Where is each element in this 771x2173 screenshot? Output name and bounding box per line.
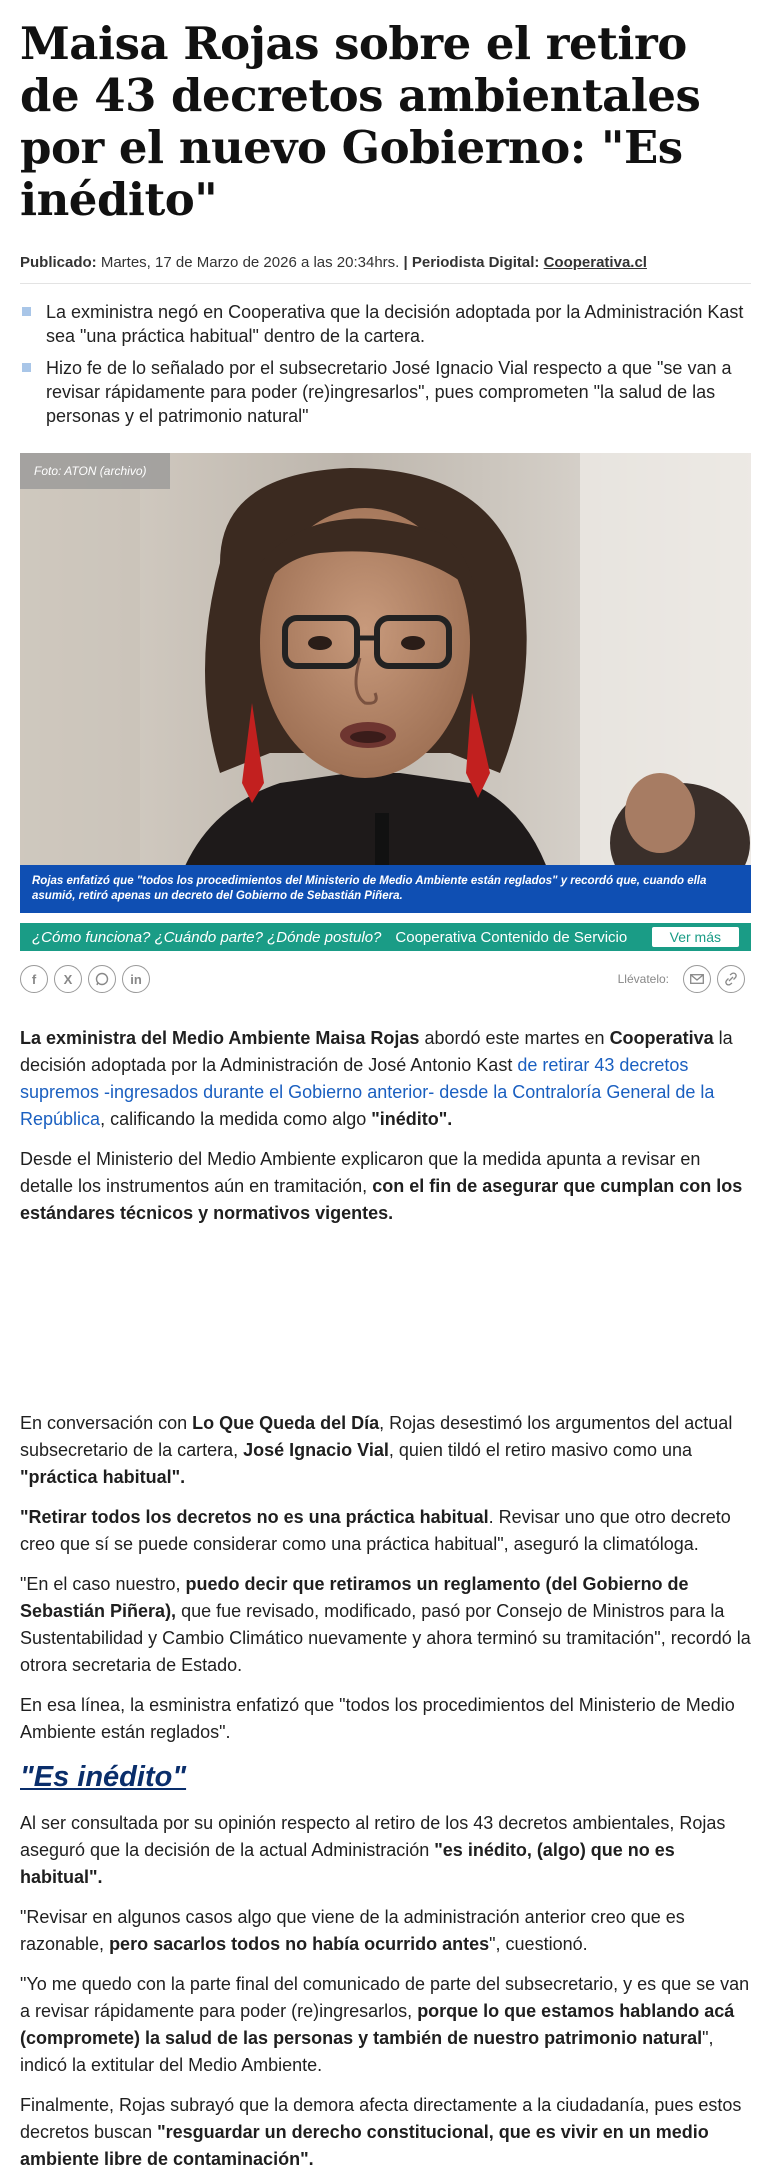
- linkedin-icon[interactable]: in: [122, 965, 150, 993]
- summary-bullets: [20, 300, 751, 428]
- paragraph: "Retirar todos los decretos no es una práctica habitual. Revisar uno que otro decreto creo que sí se puede considerar como una práctica habitual", aseguró la climatóloga.: [20, 1507, 731, 1554]
- bullet-square-icon: [22, 307, 31, 316]
- share-bar: [20, 961, 751, 997]
- photo-credit: [20, 453, 170, 489]
- service-promo-banner[interactable]: [20, 923, 751, 951]
- ad-slot-empty: [20, 1240, 751, 1410]
- paragraph: Desde el Ministerio del Medio Ambiente explicaron que la medida apunta a revisar en detalle los instrumentos aún en tramitación, con el fin de asegurar que cumplan con los estándares técnicos y normativos vigentes.: [20, 1149, 743, 1223]
- copy-link-icon[interactable]: [717, 965, 745, 993]
- paragraph: "Yo me quedo con la parte final del comunicado de parte del subsecretario, y es que se van a revisar rápidamente para poder (re)ingresarlos, porque lo que estamos hablando acá (compromete) la salud de las personas y también de nuestro patrimonio natural", indicó la extitular del Medio Ambiente.: [20, 1974, 750, 2075]
- paragraph: En esa línea, la esministra enfatizó que "todos los procedimientos del Ministerio de Medio Ambiente están reglados".: [20, 1695, 735, 1742]
- promo-service-label: Cooperativa Contenido de Servicio: [395, 928, 628, 946]
- paragraph: La exministra del Medio Ambiente Maisa Rojas abordó este martes en Cooperativa la decisión adoptada por la Administración de José Antonio Kast de retirar 43 decretos supremos -ingresados durante el Gobierno anterior- desde la Contraloría General de la República, calificando la medida como algo "inédito".: [20, 1028, 733, 1129]
- promo-questions: ¿Cómo funciona? ¿Cuándo parte? ¿Dónde postulo?: [32, 928, 382, 946]
- photo-caption: Rojas enfatizó que "todos los procedimientos del Ministerio de Medio Ambiente están reglados" y recordó que, cuando ella asumió, retiró apenas un decreto del Gobierno de Sebastián Piñera.: [20, 865, 751, 913]
- photo-credit-label: Foto:: [34, 464, 62, 478]
- facebook-icon[interactable]: f: [20, 965, 48, 993]
- whatsapp-icon[interactable]: [88, 965, 116, 993]
- author-link[interactable]: Cooperativa.cl: [543, 254, 647, 271]
- take-it-label: Llévatelo:: [617, 972, 669, 986]
- paragraph: "En el caso nuestro, puedo decir que retiramos un reglamento (del Gobierno de Sebastián Piñera), que fue revisado, modificado, pasó por Consejo de Ministros para la Sustentabilidad y Cambio Climático nuevamente y ahora terminó su tramitación", recordó la otrora secretaria de Estado.: [20, 1574, 751, 1675]
- contraloria-link[interactable]: de retirar 43 decretos supremos -ingresados durante el Gobierno anterior- desde la Contraloría General de la República: [20, 1055, 715, 1129]
- email-icon[interactable]: [683, 965, 711, 993]
- x-twitter-icon[interactable]: X: [54, 965, 82, 993]
- published-label: Publicado:: [20, 254, 97, 271]
- paragraph: En conversación con Lo Que Queda del Día, Rojas desestimó los argumentos del actual subsecretario de la cartera, José Ignacio Vial, quien tildó el retiro masivo como una "práctica habitual".: [20, 1413, 733, 1487]
- section-subheading: "Es inédito": [20, 1761, 187, 1793]
- bullet-square-icon: [22, 363, 31, 372]
- paragraph: "Revisar en algunos casos algo que viene de la administración anterior creo que es razonable, pero sacarlos todos no había ocurrido antes", cuestionó.: [20, 1907, 685, 1954]
- summary-bullet: Hizo fe de lo señalado por el subsecretario José Ignacio Vial respecto a que "se van a revisar rápidamente para poder (re)ingresarlos", pues comprometen "la salud de las personas y el patrimonio natural": [20, 356, 751, 428]
- summary-bullet: La exministra negó en Cooperativa que la decisión adoptada por la Administración Kast sea "una práctica habitual" dentro de la cartera.: [20, 300, 751, 348]
- article-body: [20, 1025, 751, 2173]
- paragraph: Al ser consultada por su opinión respecto al retiro de los 43 decretos ambientales, Rojas aseguró que la decisión de la actual Administración "es inédito, (algo) que no es habitual".: [20, 1813, 726, 1887]
- photo-credit-value: ATON (archivo): [64, 464, 147, 478]
- author-label: | Periodista Digital:: [403, 254, 540, 271]
- article-meta: [20, 254, 751, 284]
- lead-photo[interactable]: [20, 453, 751, 913]
- portrait-illustration: [20, 453, 751, 913]
- paragraph: Finalmente, Rojas subrayó que la demora afecta directamente a la ciudadanía, pues estos decretos buscan "resguardar un derecho constitucional, que es vivir en un medio ambiente libre de contaminación".: [20, 2095, 742, 2169]
- headline: Maisa Rojas sobre el retiro de 43 decretos ambientales por el nuevo Gobierno: "Es inédito": [20, 17, 701, 226]
- ver-mas-button[interactable]: Ver más: [652, 927, 739, 947]
- published-date: Martes, 17 de Marzo de 2026 a las 20:34hrs.: [100, 254, 400, 271]
